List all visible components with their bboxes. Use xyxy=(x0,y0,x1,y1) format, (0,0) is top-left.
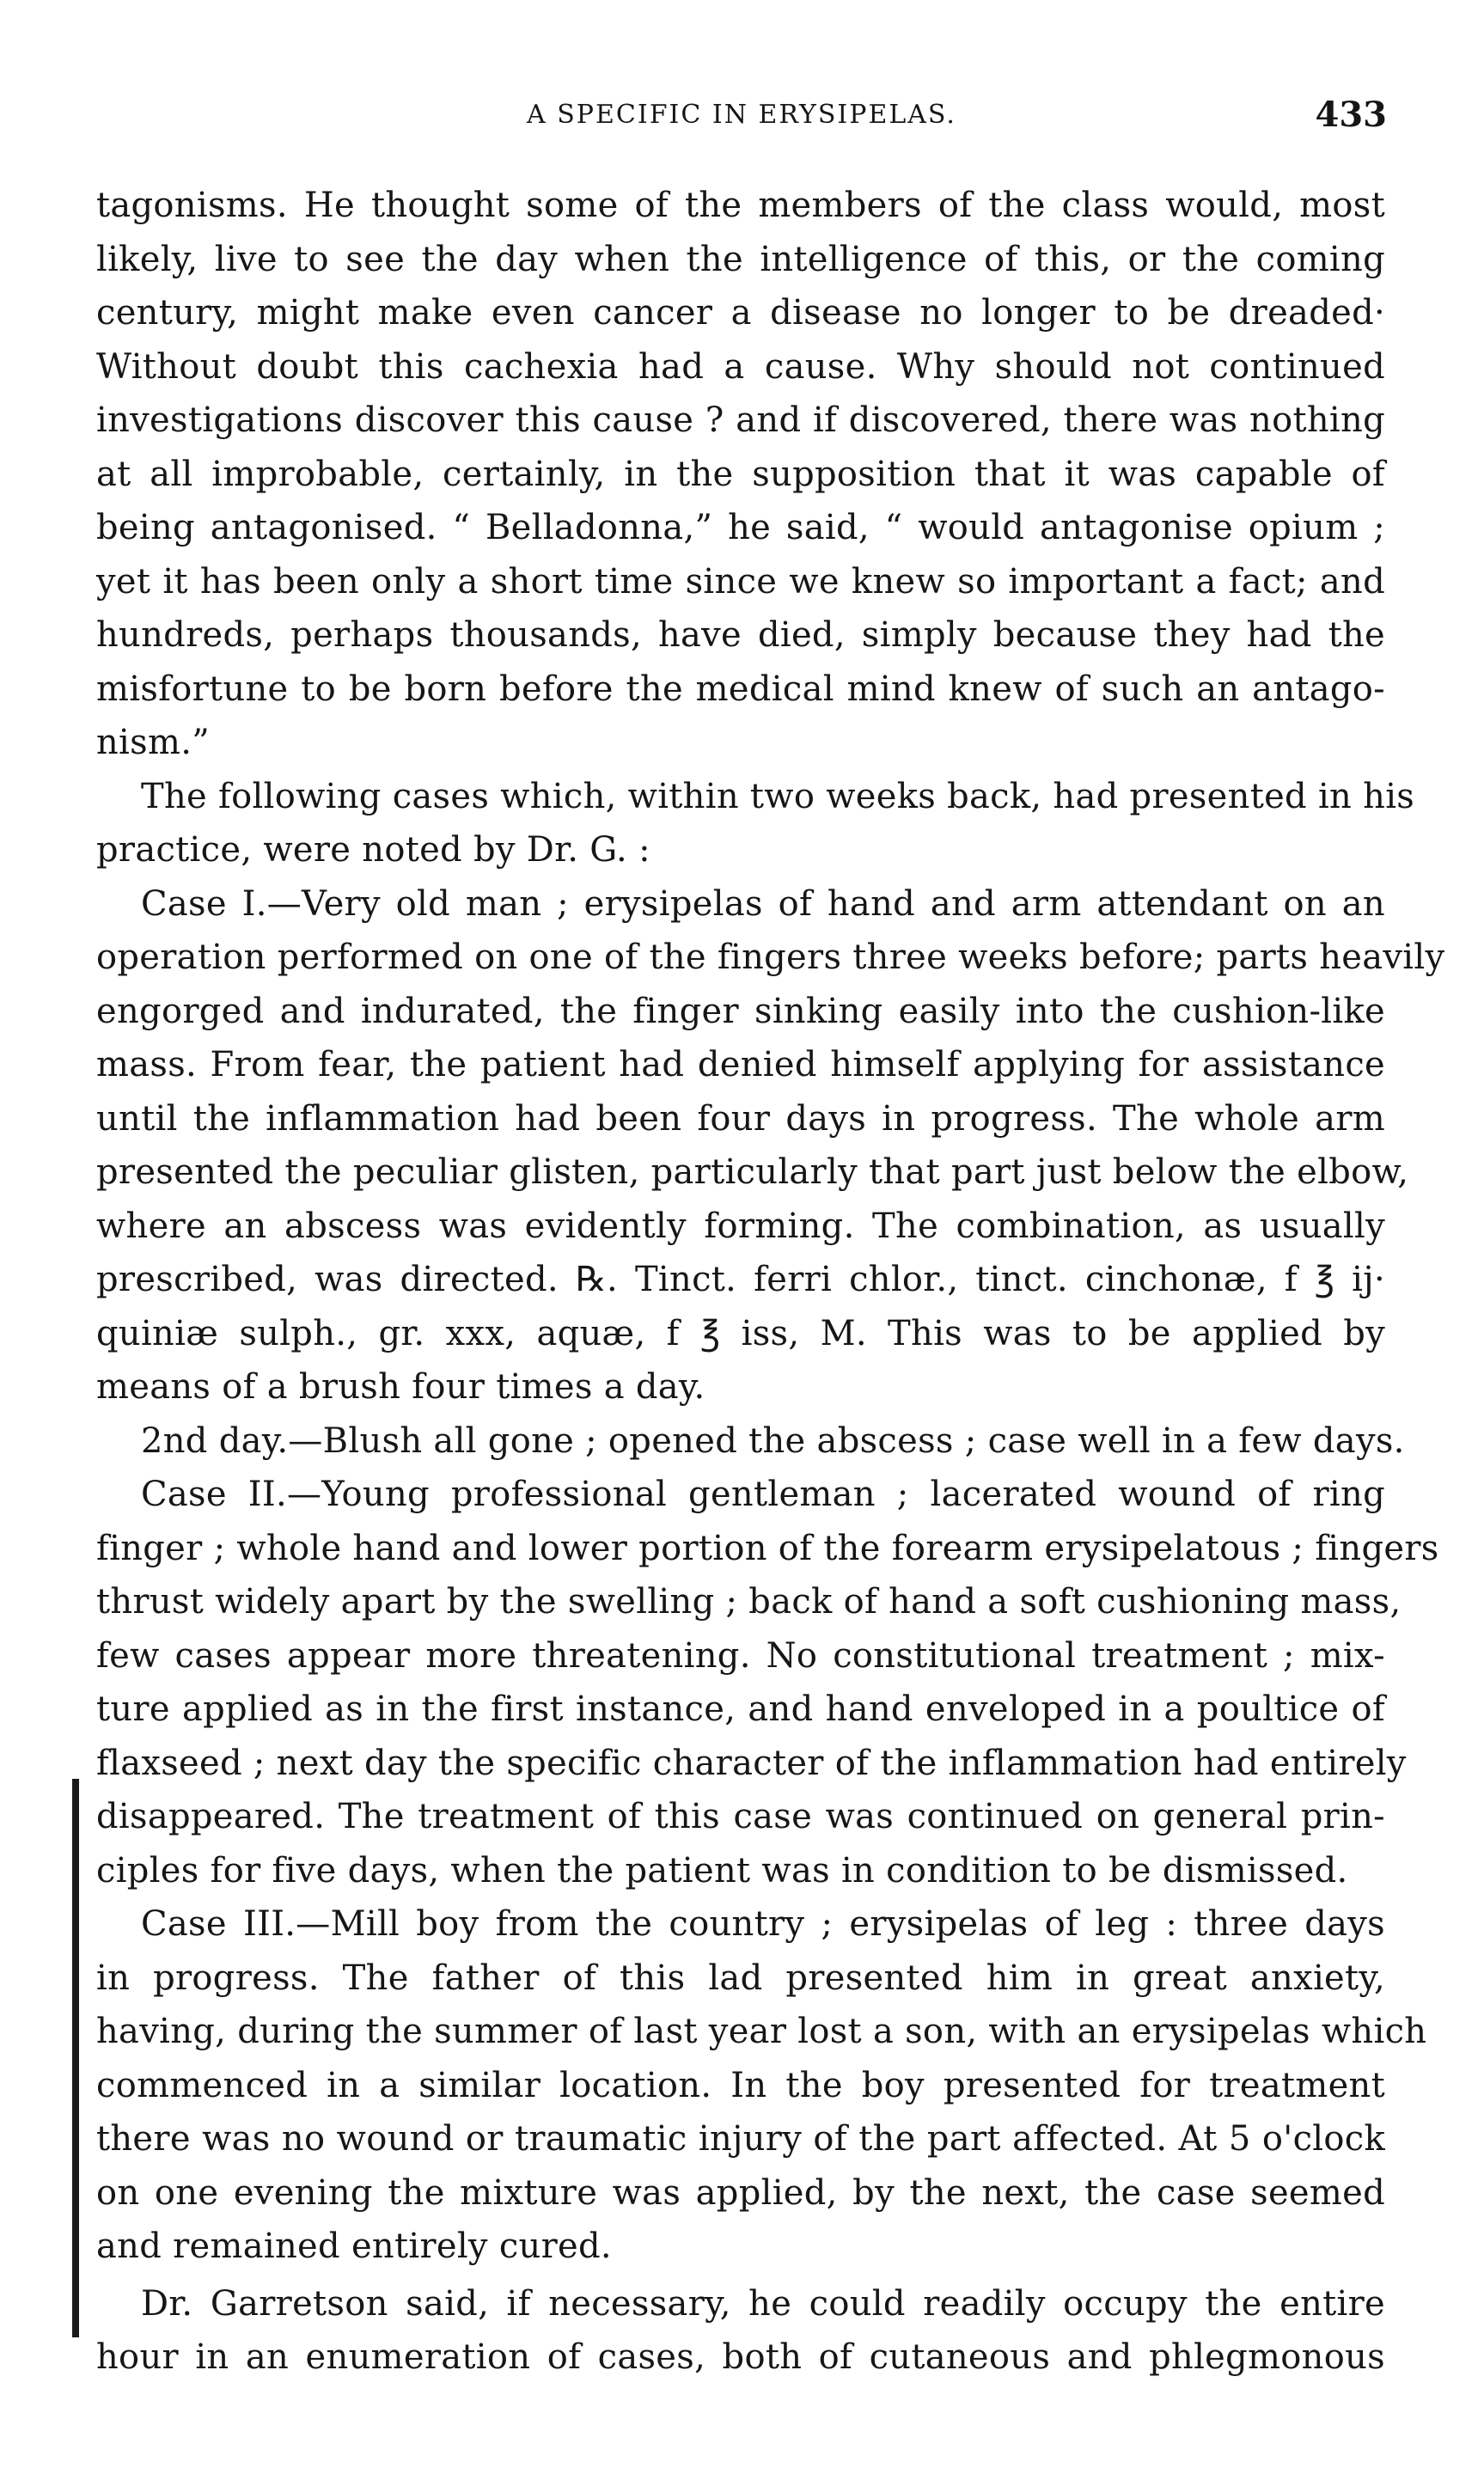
text-line: operation performed on one of the fingers three weeks before; parts heavily xyxy=(96,938,1445,977)
text-line: Without doubt this cachexia had a cause. Why should not continued xyxy=(96,346,1385,387)
text-line: hundreds, perhaps thousands, have died, simply because they had the xyxy=(96,615,1385,655)
text-line: engorged and indurated, the finger sinking easily into the cushion-like xyxy=(96,991,1385,1031)
text-line: and remained entirely cured. xyxy=(96,2227,612,2266)
text-line: presented the peculiar glisten, particularly that part just below the elbow, xyxy=(96,1152,1409,1192)
text-line: thrust widely apart by the swelling ; back of hand a soft cushioning mass, xyxy=(96,1582,1402,1622)
case-heading-line: Case II.—Young professional gentleman ; lacerated wound of ring xyxy=(141,1475,1385,1514)
text-line: misfortune to be born before the medical mind knew of such an antago- xyxy=(96,669,1385,709)
text-line: mass. From fear, the patient had denied himself applying for assistance xyxy=(96,1045,1385,1084)
page-number: 433 xyxy=(1315,95,1387,135)
paragraph-start: The following cases which, within two weeks back, had presented in his xyxy=(141,776,1415,816)
text-line: being antagonised. “ Belladonna,” he said, “ would antagonise opium ; xyxy=(96,508,1385,547)
text-line: ciples for five days, when the patient was in condition to be dismissed. xyxy=(96,1850,1348,1891)
prescription-line: prescribed, was directed. ℞. Tinct. ferri chlor., tinct. cinchonæ, f ℥ ij· xyxy=(96,1260,1385,1299)
text-line: there was no wound or traumatic injury of the part affected. At 5 o'clock xyxy=(96,2119,1385,2159)
text-line: at all improbable, certainly, in the supposition that it was capable of xyxy=(96,454,1385,494)
text-line: means of a brush four times a day. xyxy=(96,1367,705,1407)
text-line: on one evening the mixture was applied, by the next, the case seemed xyxy=(96,2172,1385,2213)
text-line: in progress. The father of this lad presented him in great anxiety, xyxy=(96,1958,1385,1998)
paragraph-start: 2nd day.—Blush all gone ; opened the abscess ; case well in a few days. xyxy=(141,1420,1405,1461)
text-line: few cases appear more threatening. No constitutional treatment ; mix- xyxy=(96,1635,1385,1676)
text-line: investigations discover this cause ? and if discovered, there was nothing xyxy=(96,400,1385,440)
text-line: finger ; whole hand and lower portion of the forearm erysipelatous ; fingers xyxy=(96,1528,1439,1568)
running-title: A SPECIFIC IN ERYSIPELAS. xyxy=(527,100,956,130)
text-line: ture applied as in the first instance, and hand enveloped in a poultice of xyxy=(96,1689,1385,1729)
text-line: disappeared. The treatment of this case was continued on general prin- xyxy=(96,1797,1385,1836)
case-heading-line: Case III.—Mill boy from the country ; erysipelas of leg : three days xyxy=(141,1904,1385,1944)
text-line: commenced in a similar location. In the boy presented for treatment xyxy=(96,2065,1385,2105)
text-line: flaxseed ; next day the specific character of the inflammation had entirely xyxy=(96,1743,1407,1783)
margin-rule-line xyxy=(72,1779,79,2337)
text-line: until the inflammation had been four days in progress. The whole arm xyxy=(96,1098,1385,1139)
prescription-line: quiniæ sulph., gr. xxx, aquæ, f ℥ iss, M. This was to be applied by xyxy=(96,1313,1385,1353)
text-line: hour in an enumeration of cases, both of cutaneous and phlegmonous xyxy=(96,2337,1385,2377)
text-line: practice, were noted by Dr. G. : xyxy=(96,830,650,870)
text-line: having, during the summer of last year lost a son, with an erysipelas which xyxy=(96,2012,1427,2051)
paragraph-start: Dr. Garretson said, if necessary, he could readily occupy the entire xyxy=(141,2283,1385,2324)
text-line: yet it has been only a short time since we knew so important a fact; and xyxy=(96,561,1385,602)
running-head xyxy=(96,89,1387,141)
text-line: nism.” xyxy=(96,723,210,762)
text-line: where an abscess was evidently forming. The combination, as usually xyxy=(96,1206,1385,1246)
text-line: likely, live to see the day when the intelligence of this, or the coming xyxy=(96,239,1385,279)
text-line: century, might make even cancer a disease no longer to be dreaded· xyxy=(96,293,1385,333)
body-text xyxy=(96,179,1445,2385)
text-line: tagonisms. He thought some of the members of the class would, most xyxy=(96,186,1385,225)
case-heading-line: Case I.—Very old man ; erysipelas of hand and arm attendant on an xyxy=(141,883,1385,924)
